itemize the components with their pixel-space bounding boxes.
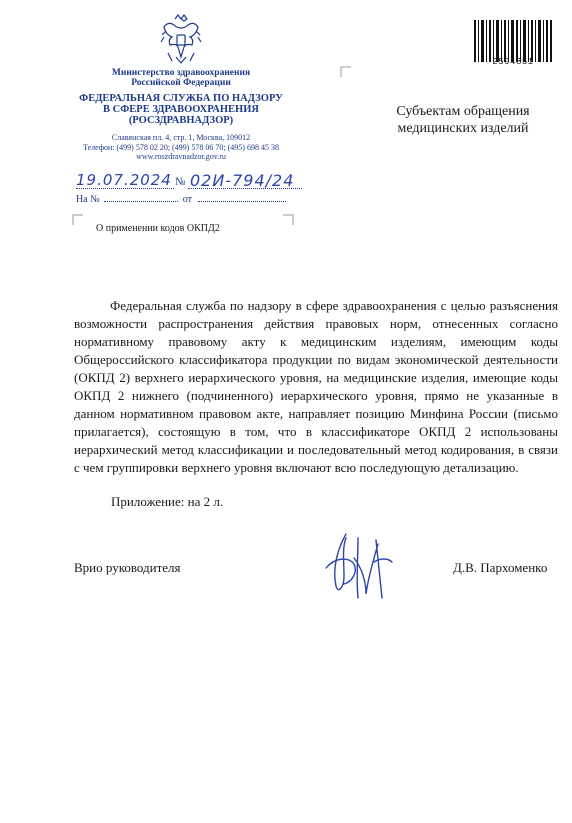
from-label: от	[182, 194, 192, 205]
service-line-1: ФЕДЕРАЛЬНАЯ СЛУЖБА ПО НАДЗОРУ	[79, 93, 283, 104]
service-line-3: (РОСЗДРАВНАДЗОР)	[128, 115, 234, 126]
recipient-line-2: медицинских изделий	[397, 121, 529, 136]
handwritten-signature	[318, 528, 398, 604]
handwritten-date: 19.07.2024	[76, 171, 172, 189]
contact-block	[68, 133, 294, 162]
handwritten-number: 02И-794/24	[190, 171, 295, 190]
recipient-line-1: Субъектам обращения	[396, 104, 530, 119]
barcode	[474, 20, 552, 62]
reference-row	[76, 194, 286, 205]
bracket-corner	[72, 214, 84, 226]
reference-label: На №	[76, 194, 100, 205]
number-label: №	[175, 176, 186, 188]
bracket-corner	[282, 214, 294, 226]
coat-of-arms-emblem	[158, 13, 204, 65]
letter-body: Федеральная служба по надзору в сфере здравоохранения с целью разъяснения возможности распространения действия правовых норм, отнесенных согласно нормативному правовому акту к медицинским изделиям, имеющим коды Общероссийского классификатора продукции по видам экономической деятельности (ОКПД 2) верхнего иерархического уровня, на медицинские изделия, имеющие коды ОКПД 2 нижнего (подчиненного) иерархического уровня, прямо не указанные в данном нормативном правовом акте, направляет позицию Минфина России (письмо прилагается), состоящую в том, что в классификаторе ОКПД 2 использованы иерархический метод классификации и последовательный метод кодирования, в связи с чем группировки верхнего уровня включают всю последующую детализацию.	[74, 298, 558, 475]
service-name	[70, 93, 292, 126]
ministry-line-1: Министерство здравоохранения	[111, 68, 251, 78]
ministry-name	[70, 68, 292, 88]
recipient-block	[380, 103, 546, 137]
phones: Телефон: (499) 578 02 20; (499) 578 06 70; (495) 698 45 38	[83, 142, 279, 152]
signatory-title: Врио руководителя	[74, 560, 181, 575]
signatory-name: Д.В. Пархоменко	[453, 560, 548, 575]
bracket-corner	[340, 66, 352, 78]
ministry-line-2: Российской Федерации	[131, 78, 231, 88]
address: Славянская пл. 4, стр. 1, Москва, 109012	[111, 133, 251, 142]
letter-subject: О применении кодов ОКПД2	[96, 223, 220, 234]
appendix-note: Приложение: на 2 л.	[111, 494, 224, 509]
service-line-2: В СФЕРЕ ЗДРАВООХРАНЕНИЯ	[103, 104, 259, 115]
barcode-number: 2594851	[492, 57, 534, 67]
website: www.roszdravnadzor.gov.ru	[136, 152, 226, 161]
